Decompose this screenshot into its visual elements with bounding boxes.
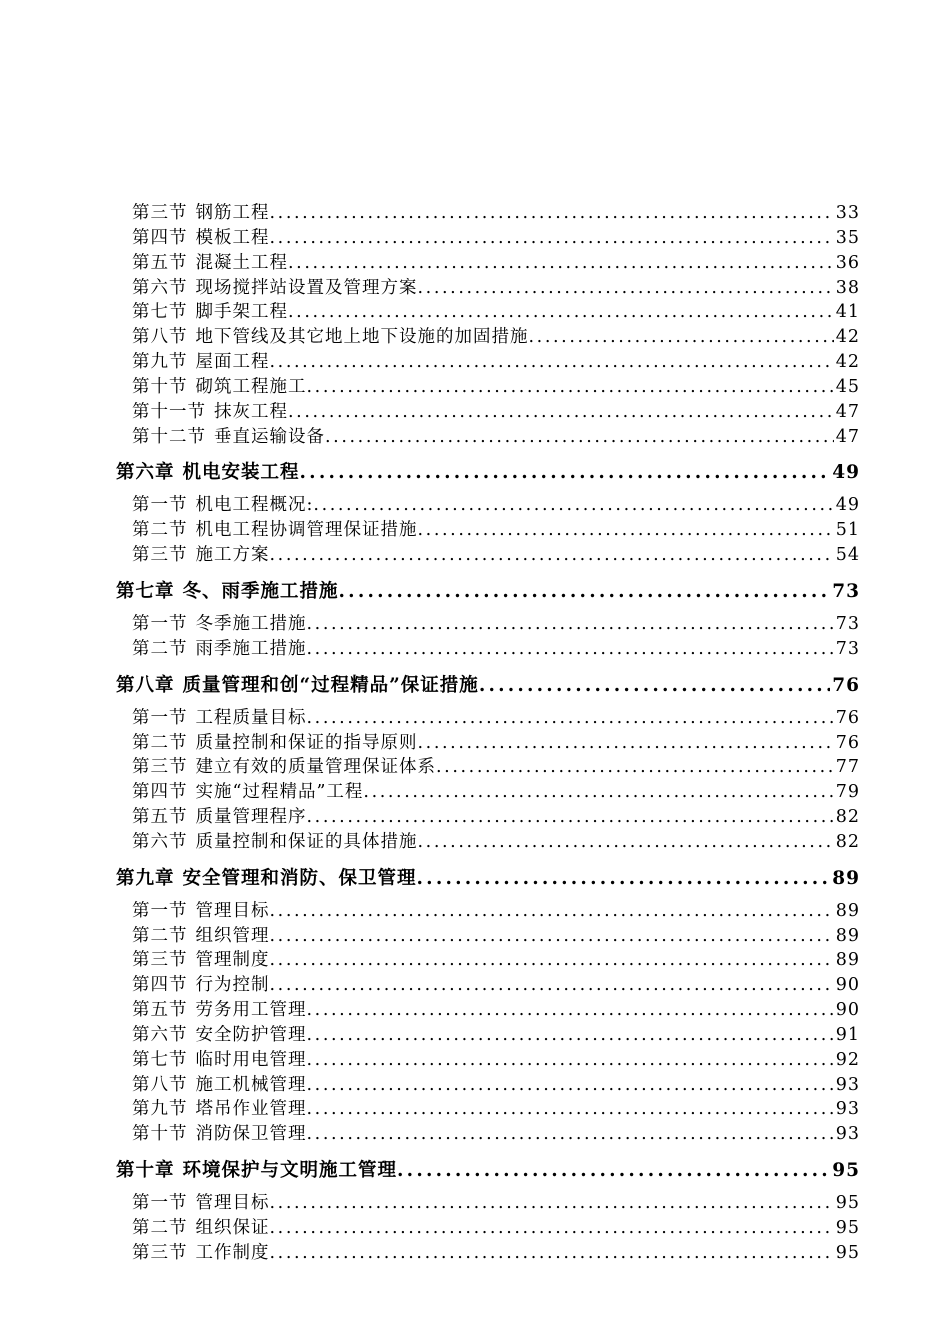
section-title: 现场搅拌站设置及管理方案 bbox=[195, 277, 418, 298]
section-number: 第十节 bbox=[132, 1124, 188, 1145]
section-title: 模板工程 bbox=[195, 227, 270, 248]
page-number: 47 bbox=[835, 401, 860, 422]
section-number: 第九节 bbox=[132, 352, 188, 373]
toc-section-entry[interactable] bbox=[116, 325, 860, 350]
section-number: 第十节 bbox=[132, 376, 188, 397]
page-number: 51 bbox=[835, 520, 860, 541]
dot-leader bbox=[418, 830, 834, 855]
section-number: 第一节 bbox=[132, 495, 188, 516]
page-number: 36 bbox=[835, 252, 860, 273]
dot-leader bbox=[325, 425, 834, 450]
dot-leader bbox=[270, 973, 834, 998]
toc-section-entry[interactable] bbox=[116, 924, 860, 949]
page-number: 90 bbox=[835, 975, 860, 996]
section-title: 建立有效的质量管理保证体系 bbox=[195, 757, 436, 778]
toc-section-entry[interactable] bbox=[116, 899, 860, 924]
dot-leader bbox=[270, 948, 834, 973]
section-number: 第七节 bbox=[132, 302, 188, 323]
dot-leader bbox=[307, 998, 834, 1023]
page-number: 89 bbox=[835, 925, 860, 946]
section-title: 管理目标 bbox=[195, 1193, 270, 1214]
section-number: 第五节 bbox=[132, 252, 188, 273]
section-number: 第六节 bbox=[132, 277, 188, 298]
page-number: 89 bbox=[835, 950, 860, 971]
toc-section-entry[interactable] bbox=[116, 251, 860, 276]
toc-chapter-entry[interactable] bbox=[116, 459, 860, 487]
page-number: 95 bbox=[835, 1193, 860, 1214]
page-number: 47 bbox=[835, 426, 860, 447]
section-number: 第五节 bbox=[132, 1000, 188, 1021]
dot-leader bbox=[397, 1157, 830, 1185]
toc-section-entry[interactable] bbox=[116, 805, 860, 830]
section-title: 质量控制和保证的指导原则 bbox=[195, 732, 418, 753]
section-number: 第四节 bbox=[132, 975, 188, 996]
toc-section-entry[interactable] bbox=[116, 780, 860, 805]
section-title: 钢筋工程 bbox=[195, 203, 270, 223]
page-number: 76 bbox=[832, 674, 860, 696]
page-number: 89 bbox=[832, 867, 860, 889]
toc-section-entry[interactable] bbox=[116, 612, 860, 637]
section-number: 第二节 bbox=[132, 732, 188, 753]
toc-section-entry[interactable] bbox=[116, 755, 860, 780]
section-number: 第一节 bbox=[132, 900, 188, 921]
toc-section-entry[interactable] bbox=[116, 948, 860, 973]
dot-leader bbox=[307, 375, 834, 400]
section-title: 管理制度 bbox=[195, 950, 270, 971]
section-number: 第三节 bbox=[132, 950, 188, 971]
toc-section-entry[interactable] bbox=[116, 425, 860, 450]
section-number: 第八节 bbox=[132, 1074, 188, 1095]
section-title: 冬季施工措施 bbox=[195, 613, 307, 634]
toc-chapter-entry[interactable] bbox=[116, 1157, 860, 1185]
section-number: 第二节 bbox=[132, 520, 188, 541]
dot-leader bbox=[270, 924, 834, 949]
dot-leader bbox=[418, 276, 834, 301]
page-number: 92 bbox=[835, 1049, 860, 1070]
section-number: 第三节 bbox=[132, 203, 188, 223]
page-number: 73 bbox=[835, 638, 860, 659]
page-number: 42 bbox=[835, 327, 860, 348]
page-number: 82 bbox=[835, 807, 860, 828]
section-number: 第二节 bbox=[132, 925, 188, 946]
section-number: 第七节 bbox=[132, 1049, 188, 1070]
section-title: 质量控制和保证的具体措施 bbox=[195, 831, 418, 852]
page-number: 76 bbox=[835, 732, 860, 753]
section-title: 临时用电管理 bbox=[195, 1049, 307, 1070]
toc-section-entry[interactable] bbox=[116, 830, 860, 855]
dot-leader bbox=[307, 706, 834, 731]
toc-section-entry[interactable] bbox=[116, 375, 860, 400]
section-number: 第一节 bbox=[132, 1193, 188, 1214]
toc-section-entry[interactable] bbox=[116, 731, 860, 756]
dot-leader bbox=[418, 518, 834, 543]
toc-section-entry[interactable] bbox=[116, 1122, 860, 1147]
section-title: 行为控制 bbox=[195, 975, 270, 996]
toc-section-entry[interactable] bbox=[116, 998, 860, 1023]
toc-section-entry[interactable] bbox=[116, 201, 860, 226]
section-title: 安全防护管理 bbox=[195, 1024, 307, 1045]
page-number: 91 bbox=[835, 1024, 860, 1045]
dot-leader bbox=[270, 1216, 834, 1241]
page-number: 41 bbox=[835, 302, 860, 323]
toc-section-entry[interactable] bbox=[116, 1241, 860, 1266]
page-number: 76 bbox=[835, 707, 860, 728]
toc-section-entry[interactable] bbox=[116, 1191, 860, 1216]
toc-section-entry[interactable] bbox=[116, 1073, 860, 1098]
page-number: 82 bbox=[835, 831, 860, 852]
toc-section-entry[interactable] bbox=[116, 400, 860, 425]
section-title: 施工机械管理 bbox=[195, 1074, 307, 1095]
dot-leader bbox=[270, 899, 834, 924]
section-number: 第十一节 bbox=[132, 401, 206, 422]
page-number: 89 bbox=[835, 900, 860, 921]
toc-section-entry[interactable] bbox=[116, 973, 860, 998]
dot-leader bbox=[529, 325, 834, 350]
dot-leader bbox=[307, 1048, 834, 1073]
page-number: 95 bbox=[835, 1218, 860, 1238]
dot-leader bbox=[363, 780, 833, 805]
toc-section-entry[interactable] bbox=[116, 637, 860, 662]
dot-leader bbox=[288, 251, 834, 276]
dot-leader bbox=[307, 805, 834, 830]
page-number: 95 bbox=[832, 1160, 860, 1182]
dot-leader bbox=[300, 459, 831, 487]
section-number: 第三节 bbox=[132, 757, 188, 778]
section-title: 地下管线及其它地上地下设施的加固措施 bbox=[195, 327, 529, 348]
section-title: 施工方案 bbox=[195, 545, 270, 566]
page-number: 77 bbox=[835, 757, 860, 778]
toc-chapter-entry[interactable] bbox=[116, 578, 860, 606]
dot-leader bbox=[288, 400, 834, 425]
chapter-number: 第六章 bbox=[116, 462, 175, 484]
section-title: 劳务用工管理 bbox=[195, 1000, 307, 1021]
chapter-title: 机电安装工程 bbox=[182, 462, 300, 484]
dot-leader bbox=[307, 612, 834, 637]
dot-leader bbox=[270, 1241, 834, 1266]
section-number: 第四节 bbox=[132, 227, 188, 248]
page-number: 90 bbox=[835, 1000, 860, 1021]
toc-section-entry[interactable] bbox=[116, 350, 860, 375]
section-number: 第二节 bbox=[132, 1218, 188, 1238]
page-number: 93 bbox=[835, 1099, 860, 1120]
dot-leader bbox=[288, 300, 834, 325]
toc-chapter-entry[interactable] bbox=[116, 865, 860, 893]
page-number: 73 bbox=[835, 613, 860, 634]
section-number: 第二节 bbox=[132, 638, 188, 659]
toc-section-entry[interactable] bbox=[116, 1023, 860, 1048]
toc-section-entry[interactable] bbox=[116, 226, 860, 251]
toc-section-entry[interactable] bbox=[116, 1216, 860, 1241]
chapter-number: 第九章 bbox=[116, 867, 175, 889]
page-number: 42 bbox=[835, 352, 860, 373]
section-title: 工作制度 bbox=[195, 1242, 270, 1263]
chapter-number: 第八章 bbox=[116, 674, 175, 696]
page-number: 49 bbox=[832, 462, 860, 484]
toc-section-entry[interactable] bbox=[116, 543, 860, 568]
chapter-number: 第七章 bbox=[116, 580, 175, 602]
dot-leader bbox=[479, 672, 830, 700]
section-number: 第一节 bbox=[132, 613, 188, 634]
dot-leader bbox=[270, 201, 834, 226]
section-title: 抹灰工程 bbox=[214, 401, 288, 422]
toc-section-entry[interactable] bbox=[116, 1048, 860, 1073]
dot-leader bbox=[270, 350, 834, 375]
dot-leader bbox=[270, 226, 834, 251]
section-title: 管理目标 bbox=[195, 900, 270, 921]
section-title: 消防保卫管理 bbox=[195, 1124, 307, 1145]
chapter-title: 冬、雨季施工措施 bbox=[182, 580, 339, 602]
section-title: 质量管理程序 bbox=[195, 807, 307, 828]
section-number: 第一节 bbox=[132, 707, 188, 728]
section-number: 第六节 bbox=[132, 1024, 188, 1045]
dot-leader bbox=[418, 731, 834, 756]
dot-leader bbox=[417, 865, 831, 893]
dot-leader bbox=[436, 755, 834, 780]
chapter-title: 安全管理和消防、保卫管理 bbox=[182, 867, 417, 889]
chapter-number: 第十章 bbox=[116, 1160, 175, 1182]
dot-leader bbox=[339, 578, 831, 606]
page-number: 45 bbox=[835, 376, 860, 397]
page-number: 35 bbox=[835, 227, 860, 248]
chapter-title: 质量管理和创“过程精品”保证措施 bbox=[182, 674, 479, 696]
page-number: 33 bbox=[835, 203, 860, 223]
section-number: 第九节 bbox=[132, 1099, 188, 1120]
section-title: 工程质量目标 bbox=[195, 707, 307, 728]
section-title: 雨季施工措施 bbox=[195, 638, 307, 659]
section-title: 塔吊作业管理 bbox=[195, 1099, 307, 1120]
toc-section-entry[interactable] bbox=[116, 493, 860, 518]
section-title: 脚手架工程 bbox=[195, 302, 288, 323]
toc-section-entry[interactable] bbox=[116, 276, 860, 301]
page-number: 93 bbox=[835, 1124, 860, 1145]
section-title: 机电工程概况: bbox=[195, 495, 314, 516]
page-number: 49 bbox=[835, 495, 860, 516]
dot-leader bbox=[313, 493, 833, 518]
section-title: 垂直运输设备 bbox=[214, 426, 325, 447]
dot-leader bbox=[307, 637, 834, 662]
page-number: 54 bbox=[835, 545, 860, 566]
toc-chapter-entry[interactable] bbox=[116, 672, 860, 700]
dot-leader bbox=[307, 1097, 834, 1122]
toc-section-entry[interactable] bbox=[116, 518, 860, 543]
dot-leader bbox=[270, 1191, 834, 1216]
page-number: 93 bbox=[835, 1074, 860, 1095]
section-number: 第三节 bbox=[132, 1242, 188, 1263]
toc-section-entry[interactable] bbox=[116, 300, 860, 325]
section-title: 混凝土工程 bbox=[195, 252, 288, 273]
section-title: 实施“过程精品”工程 bbox=[195, 782, 364, 803]
dot-leader bbox=[307, 1122, 834, 1147]
section-number: 第八节 bbox=[132, 327, 188, 348]
toc-section-entry[interactable] bbox=[116, 706, 860, 731]
chapter-title: 环境保护与文明施工管理 bbox=[182, 1160, 398, 1182]
section-title: 屋面工程 bbox=[195, 352, 270, 373]
section-number: 第六节 bbox=[132, 831, 188, 852]
dot-leader bbox=[307, 1073, 834, 1098]
table-of-contents bbox=[116, 201, 860, 1266]
section-title: 机电工程协调管理保证措施 bbox=[195, 520, 418, 541]
section-title: 组织保证 bbox=[195, 1218, 270, 1238]
section-number: 第十二节 bbox=[132, 426, 206, 447]
toc-section-entry[interactable] bbox=[116, 1097, 860, 1122]
section-number: 第五节 bbox=[132, 807, 188, 828]
dot-leader bbox=[307, 1023, 834, 1048]
page-number: 79 bbox=[835, 782, 860, 803]
section-title: 砌筑工程施工 bbox=[195, 376, 307, 397]
section-number: 第三节 bbox=[132, 545, 188, 566]
section-title: 组织管理 bbox=[195, 925, 270, 946]
page-number: 95 bbox=[835, 1242, 860, 1263]
page-number: 38 bbox=[835, 277, 860, 298]
section-number: 第四节 bbox=[132, 782, 188, 803]
page-number: 73 bbox=[832, 580, 860, 602]
dot-leader bbox=[270, 543, 834, 568]
